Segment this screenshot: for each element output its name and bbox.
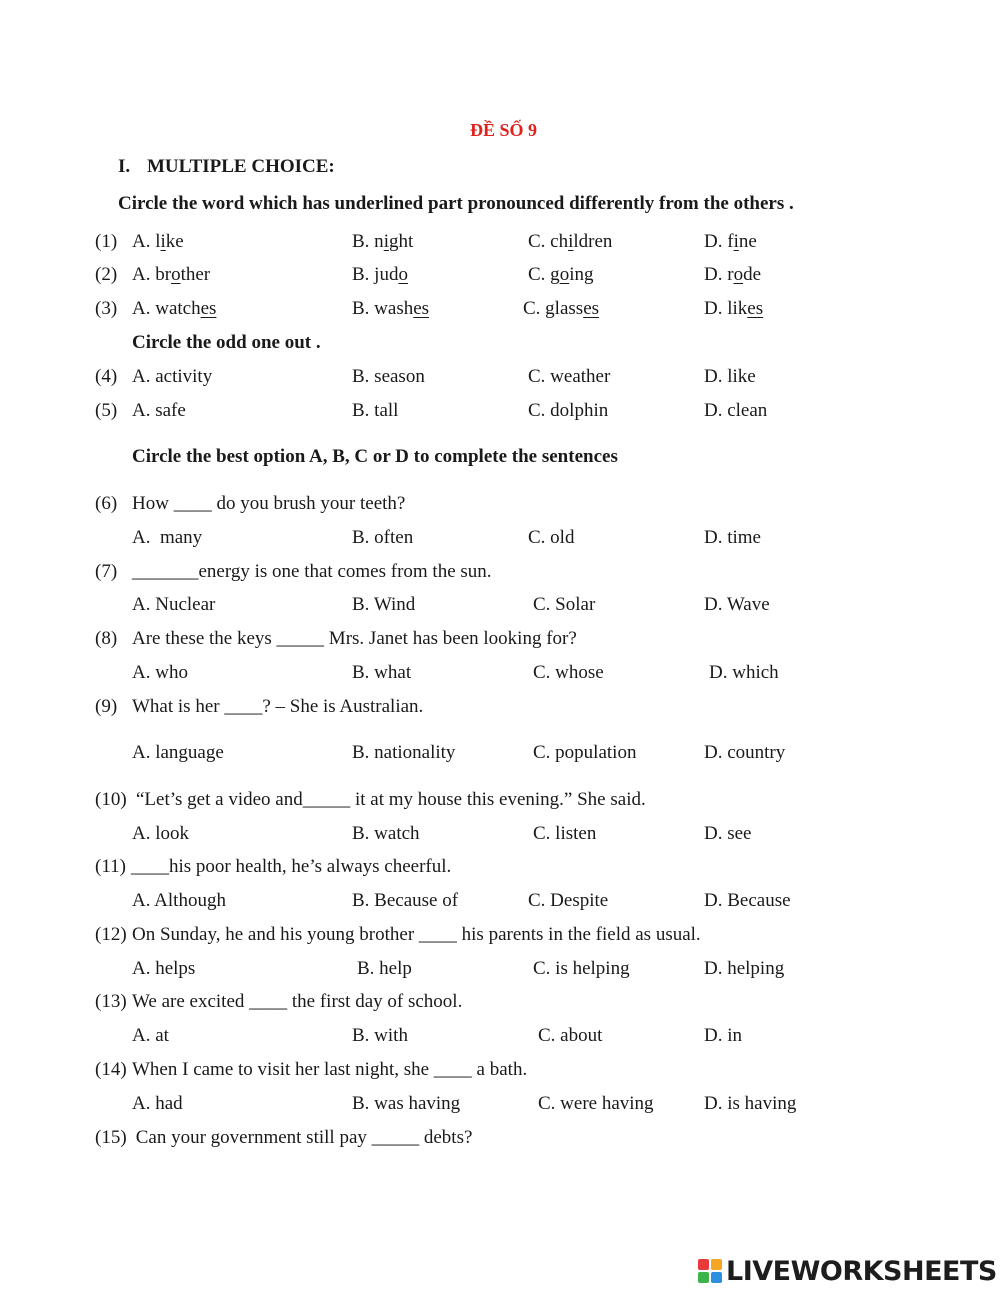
- option-d: D. clean: [704, 400, 768, 421]
- question-stem: Are these the keys _____ Mrs. Janet has been looking for?: [132, 628, 577, 649]
- option-d: D. helping: [704, 958, 785, 979]
- question-number: (6): [95, 493, 118, 514]
- option-c: C. weather: [528, 366, 611, 387]
- option-c: C. population: [533, 742, 637, 763]
- option-d: D. Because: [704, 890, 791, 911]
- option-d: D. Wave: [704, 594, 770, 615]
- option-d: D. fine: [704, 231, 757, 252]
- question-stem: ____his poor health, he’s always cheerful.: [131, 856, 452, 877]
- option-a: A. language: [132, 742, 224, 763]
- option-b: B. judo: [352, 264, 408, 285]
- question-stem: How ____ do you brush your teeth?: [132, 493, 406, 514]
- question-stem: When I came to visit her last night, she ____ a bath.: [132, 1059, 528, 1080]
- option-b: B. watch: [352, 823, 420, 844]
- question-stem: “Let’s get a video and_____ it at my house this evening.” She said.: [136, 789, 646, 810]
- question-number: (5): [95, 400, 118, 421]
- question-stem: _______energy is one that comes from the sun.: [132, 561, 492, 582]
- option-a: A. had: [132, 1093, 183, 1114]
- instruction-best-option: Circle the best option A, B, C or D to complete the sentences: [132, 446, 618, 467]
- question-number: (8): [95, 628, 118, 649]
- option-c: C. whose: [533, 662, 604, 683]
- option-c: C. about: [538, 1025, 603, 1046]
- option-d: D. country: [704, 742, 786, 763]
- option-d: D. see: [704, 823, 752, 844]
- option-a: A. activity: [132, 366, 213, 387]
- logo-text: LIVEWORKSHEETS: [726, 1255, 997, 1287]
- option-c: C. dolphin: [528, 400, 609, 421]
- question-stem: On Sunday, he and his young brother ____ his parents in the field as usual.: [132, 924, 701, 945]
- option-b: B. with: [352, 1025, 408, 1046]
- question-number: (7): [95, 561, 118, 582]
- option-d: D. in: [704, 1025, 742, 1046]
- option-a: A. Nuclear: [132, 594, 216, 615]
- option-a: A. many: [132, 527, 203, 548]
- question-stem: What is her ____? – She is Australian.: [132, 696, 424, 717]
- option-d: D. which: [709, 662, 779, 683]
- option-d: D. time: [704, 527, 761, 548]
- option-a: A. like: [132, 231, 184, 252]
- option-a: A. look: [132, 823, 189, 844]
- option-b: B. nationality: [352, 742, 456, 763]
- question-number: (14): [95, 1059, 127, 1080]
- question-number: (3): [95, 298, 118, 319]
- option-c: C. listen: [533, 823, 597, 844]
- option-c: C. glasses: [523, 298, 600, 319]
- section-number: I.: [118, 156, 131, 177]
- option-d: D. likes: [704, 298, 764, 319]
- option-a: A. Although: [132, 890, 226, 911]
- option-b: B. Wind: [352, 594, 416, 615]
- option-b: B. tall: [352, 400, 399, 421]
- option-c: C. Despite: [528, 890, 609, 911]
- question-number: (2): [95, 264, 118, 285]
- option-c: C. children: [528, 231, 613, 252]
- option-b: B. Because of: [352, 890, 459, 911]
- option-b: B. washes: [352, 298, 430, 319]
- question-number: (12): [95, 924, 127, 945]
- liveworksheets-logo: [698, 1256, 997, 1286]
- option-a: A. who: [132, 662, 188, 683]
- option-c: C. going: [528, 264, 594, 285]
- instruction-pronunciation: Circle the word which has underlined part pronounced differently from the others .: [118, 193, 794, 214]
- logo-icon: [698, 1259, 722, 1283]
- option-c: C. old: [528, 527, 575, 548]
- page-title: ĐỀ SỐ 9: [470, 120, 538, 140]
- question-number: (10): [95, 789, 127, 810]
- option-c: C. Solar: [533, 594, 596, 615]
- question-number: (11): [95, 856, 126, 877]
- question-stem: Can your government still pay _____ debts?: [131, 1127, 473, 1148]
- instruction-odd-one-out: Circle the odd one out .: [132, 332, 321, 353]
- option-d: D. is having: [704, 1093, 797, 1114]
- option-b: B. help: [357, 958, 412, 979]
- question-number: (1): [95, 231, 118, 252]
- option-a: A. watches: [132, 298, 217, 319]
- section-heading: MULTIPLE CHOICE:: [147, 156, 335, 177]
- option-d: D. like: [704, 366, 756, 387]
- option-c: C. is helping: [533, 958, 630, 979]
- option-b: B. what: [352, 662, 412, 683]
- option-a: A. safe: [132, 400, 186, 421]
- option-c: C. were having: [538, 1093, 654, 1114]
- question-number: (15): [95, 1127, 127, 1148]
- question-number: (4): [95, 366, 118, 387]
- option-b: B. often: [352, 527, 414, 548]
- question-number: (13): [95, 991, 127, 1012]
- option-a: A. at: [132, 1025, 169, 1046]
- option-a: A. brother: [132, 264, 211, 285]
- question-number: (9): [95, 696, 118, 717]
- option-b: B. season: [352, 366, 425, 387]
- option-d: D. rode: [704, 264, 761, 285]
- question-stem: We are excited ____ the first day of school.: [132, 991, 463, 1012]
- option-b: B. night: [352, 231, 414, 252]
- option-a: A. helps: [132, 958, 196, 979]
- option-b: B. was having: [352, 1093, 461, 1114]
